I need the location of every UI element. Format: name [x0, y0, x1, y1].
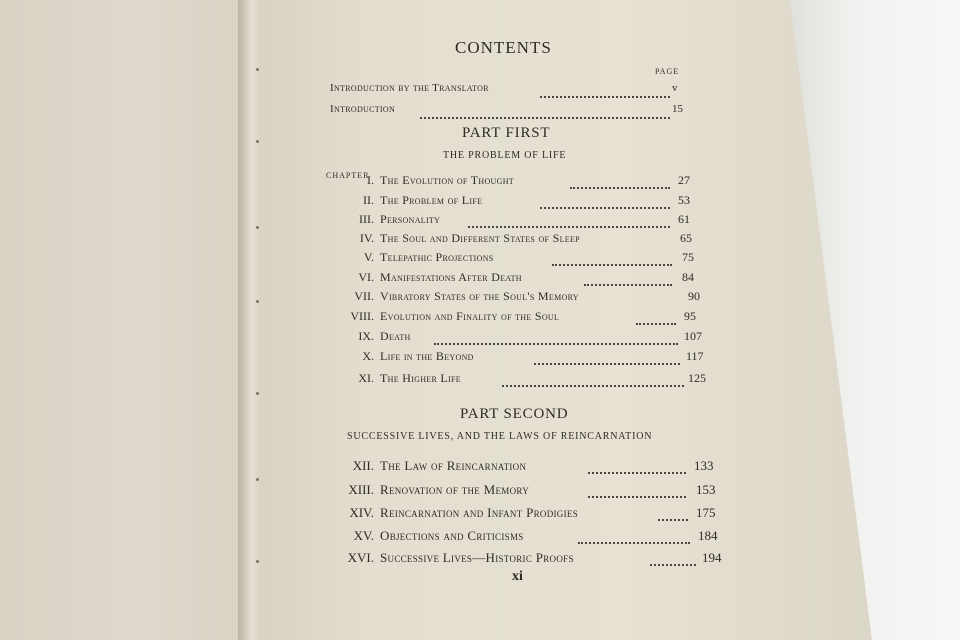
chapter-number: III.: [359, 212, 374, 226]
chapter-page: 133: [694, 458, 714, 473]
toc-entry-translator-intro: [272, 82, 692, 100]
chapter-number: XI.: [358, 371, 374, 385]
chapter-page: 95: [684, 309, 696, 323]
chapter-number: V.: [363, 250, 374, 264]
chapter-number: XII.: [352, 458, 374, 473]
chapter-page: 61: [678, 212, 690, 226]
chapter-title: Death: [380, 329, 411, 343]
toc-entry-page: v: [672, 82, 678, 94]
chapter-title: The Evolution of Thought: [380, 173, 514, 187]
toc-chapter-row: [322, 371, 706, 389]
chapter-number: I.: [367, 173, 374, 187]
leader-dots: [588, 458, 686, 474]
chapter-title: Evolution and Finality of the Soul: [380, 309, 560, 323]
toc-chapter-row: [322, 528, 722, 546]
chapter-page: 175: [696, 505, 716, 520]
toc-chapter-row: [322, 231, 702, 249]
toc-chapter-row: [322, 349, 702, 367]
leader-dots: [658, 505, 688, 521]
chapter-title: The Law of Reincarnation: [380, 458, 527, 473]
toc-chapter-row: [322, 193, 702, 211]
toc-chapter-row: [322, 482, 722, 500]
toc-chapter-row: [322, 289, 702, 307]
part-second-heading: PART SECOND: [460, 406, 569, 422]
part-first-subheading: THE PROBLEM OF LIFE: [443, 150, 567, 161]
toc-chapter-row: [322, 329, 702, 347]
chapter-page: 65: [680, 231, 692, 245]
chapter-page: 53: [678, 193, 690, 207]
chapter-column-header: CHAPTER: [326, 171, 370, 180]
chapter-number: VI.: [358, 270, 374, 284]
toc-chapter-row: [322, 270, 702, 288]
chapter-number: IV.: [359, 231, 374, 245]
toc-chapter-row: [322, 212, 702, 230]
chapter-page: 125: [688, 371, 706, 385]
toc-chapter-row: [322, 309, 702, 327]
chapter-page: 153: [696, 482, 716, 497]
chapter-title: Renovation of the Memory: [380, 482, 530, 497]
chapter-number: X.: [362, 349, 374, 363]
toc-chapter-row: [322, 458, 722, 476]
part-first-heading: PART FIRST: [462, 125, 551, 141]
chapter-number: II.: [363, 193, 374, 207]
chapter-page: 84: [682, 270, 694, 284]
page-folio: xi: [512, 569, 523, 584]
toc-chapter-row: [322, 250, 702, 268]
chapter-title: Personality: [380, 212, 441, 226]
chapter-page: 107: [684, 329, 702, 343]
leader-dots: [584, 270, 672, 286]
chapter-page: 27: [678, 173, 690, 187]
leader-dots: [468, 212, 670, 228]
chapter-page: 194: [702, 550, 722, 565]
part-second-subheading: SUCCESSIVE LIVES, AND THE LAWS OF REINCARNATION: [347, 431, 653, 442]
chapter-page: 75: [682, 250, 694, 264]
leader-dots: [588, 482, 686, 498]
leader-dots: [578, 528, 690, 544]
chapter-page: 90: [688, 289, 700, 303]
chapter-title: Manifestations After Death: [380, 270, 522, 284]
chapter-title: Reincarnation and Infant Prodigies: [380, 505, 579, 520]
leader-dots: [636, 309, 676, 325]
leader-dots: [540, 82, 670, 98]
chapter-number: XV.: [353, 528, 374, 543]
leader-dots: [502, 371, 684, 387]
leader-dots: [420, 103, 670, 119]
chapter-number: XIII.: [348, 482, 374, 497]
toc-chapter-row: [322, 550, 722, 568]
page-title: CONTENTS: [455, 38, 552, 57]
leader-dots: [540, 193, 670, 209]
chapter-number: IX.: [358, 329, 374, 343]
leader-dots: [552, 250, 672, 266]
leader-dots: [534, 349, 680, 365]
chapter-title: Vibratory States of the Soul's Memory: [380, 289, 579, 303]
chapter-title: The Higher Life: [380, 371, 461, 385]
leader-dots: [570, 173, 670, 189]
chapter-title: Life in the Beyond: [380, 349, 474, 363]
leader-dots: [434, 329, 678, 345]
chapter-page: 117: [686, 349, 704, 363]
toc-entry-label: Introduction: [330, 103, 396, 115]
chapter-title: The Soul and Different States of Sleep: [380, 231, 580, 245]
chapter-page: 184: [698, 528, 718, 543]
toc-chapter-row: [322, 505, 722, 523]
toc-chapter-row: [322, 173, 702, 191]
chapter-title: The Problem of Life: [380, 193, 483, 207]
chapter-number: VII.: [354, 289, 374, 303]
toc-entry-page: 15: [672, 103, 683, 115]
chapter-title: Successive Lives—Historic Proofs: [380, 550, 574, 565]
chapter-number: VIII.: [350, 309, 374, 323]
chapter-number: XIV.: [349, 505, 374, 520]
chapter-number: XVI.: [347, 550, 374, 565]
toc-entry-label: Introduction by the Translator: [330, 82, 489, 94]
chapter-title: Telepathic Projections: [380, 250, 494, 264]
leader-dots: [650, 550, 696, 566]
page-column-header: PAGE: [655, 67, 680, 76]
chapter-title: Objections and Criticisms: [380, 528, 524, 543]
toc-entry-introduction: [272, 103, 692, 121]
